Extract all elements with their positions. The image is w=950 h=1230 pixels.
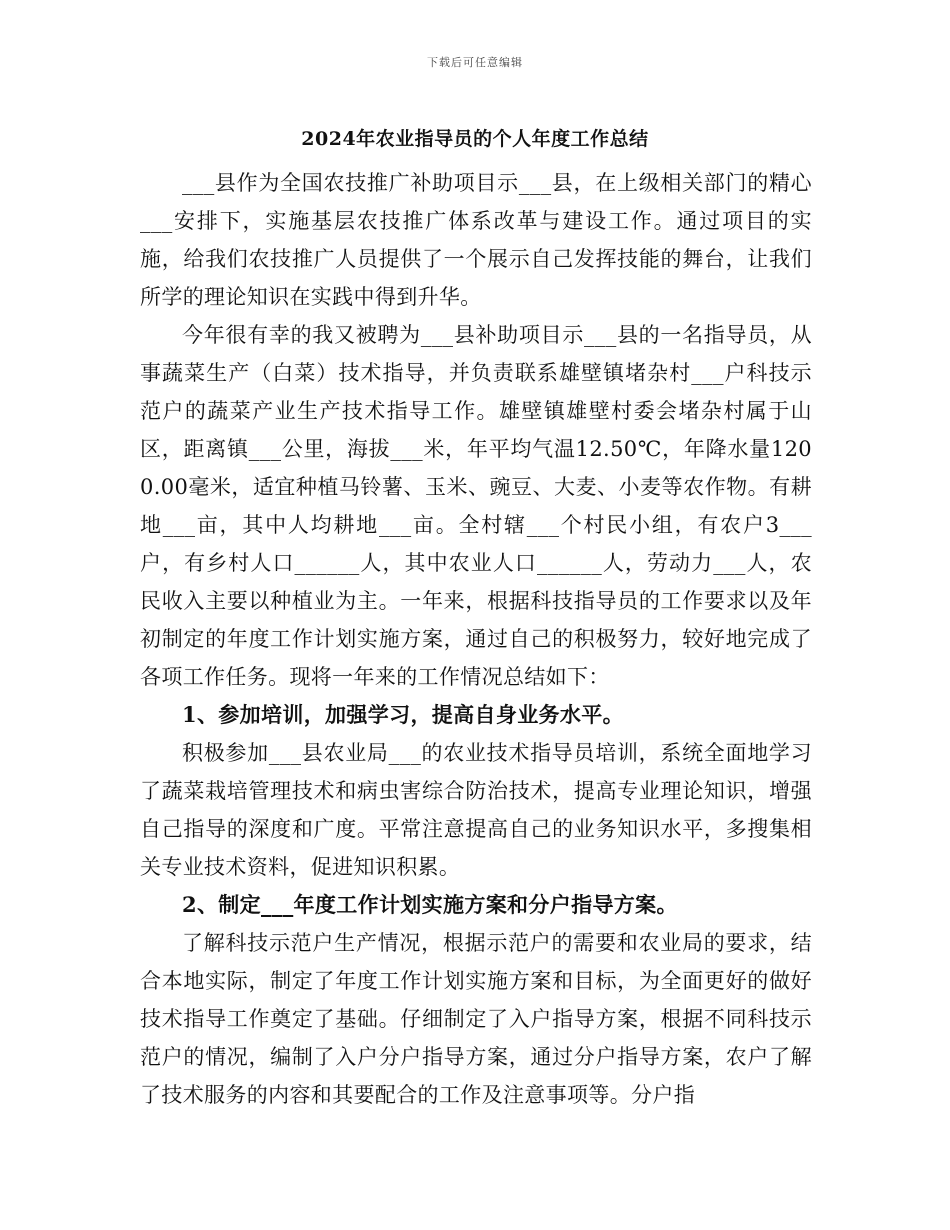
document-title: 2024年农业指导员的个人年度工作总结 (301, 128, 649, 150)
section-heading-training: 1、参加培训，加强学习，提高自身业务水平。 (182, 702, 624, 727)
paragraph-intro: ___县作为全国农技推广补助项目示___县，在上级相关部门的精心___安排下，实施基层农技推广体系改革与建设工作。通过项目的实施，给我们农技推广人员提供了一个展示自己发挥技能的舞台，让我们所学的理论知识在实践中得到升华。 (140, 171, 812, 309)
paragraph-plan: 了解科技示范户生产情况，根据示范户的需要和农业局的要求，结合本地实际，制定了年度工作计划实施方案和目标，为全面更好的做好技术指导工作奠定了基础。仔细制定了入户指导方案，根据不同科技示范户的情况，编制了入户分户指导方案，通过分户指导方案，农户了解了技术服务的内容和其要配合的工作及注意事项等。分户指 (140, 931, 812, 1107)
section-heading-plan: 2、制定___年度工作计划实施方案和分户指导方案。 (182, 892, 678, 917)
paragraph-training: 积极参加___县农业局___的农业技术指导员培训，系统全面地学习了蔬菜栽培管理技术和病虫害综合防治技术，提高专业理论知识，增强自己指导的深度和广度。平常注意提高自己的业务知识水平，多搜集相关专业技术资料，促进知识积累。 (140, 741, 812, 879)
paragraph-background: 今年很有幸的我又被聘为___县补助项目示___县的一名指导员，从事蔬菜生产（白菜）技术指导，并负责联系雄壁镇堵杂村___户科技示范户的蔬菜产业生产技术指导工作。雄壁镇雄壁村委会堵杂村属于山区，距离镇___公里，海拔___米，年平均气温12.50℃，年降水量1200.00毫米，适宜种植马铃薯、玉米、豌豆、大麦、小麦等农作物。有耕地___亩，其中人均耕地___亩。全村辖___个村民小组，有农户3___户，有乡村人口______人，其中农业人口______人，劳动力___人，农民收入主要以种植业为主。一年来，根据科技指导员的工作要求以及年初制定的年度工作计划实施方案，通过自己的积极努力，较好地完成了各项工作任务。现将一年来的工作情况总结如下： (140, 323, 812, 689)
header-note: 下载后可任意编辑 (427, 56, 523, 69)
document-body (140, 164, 812, 1114)
